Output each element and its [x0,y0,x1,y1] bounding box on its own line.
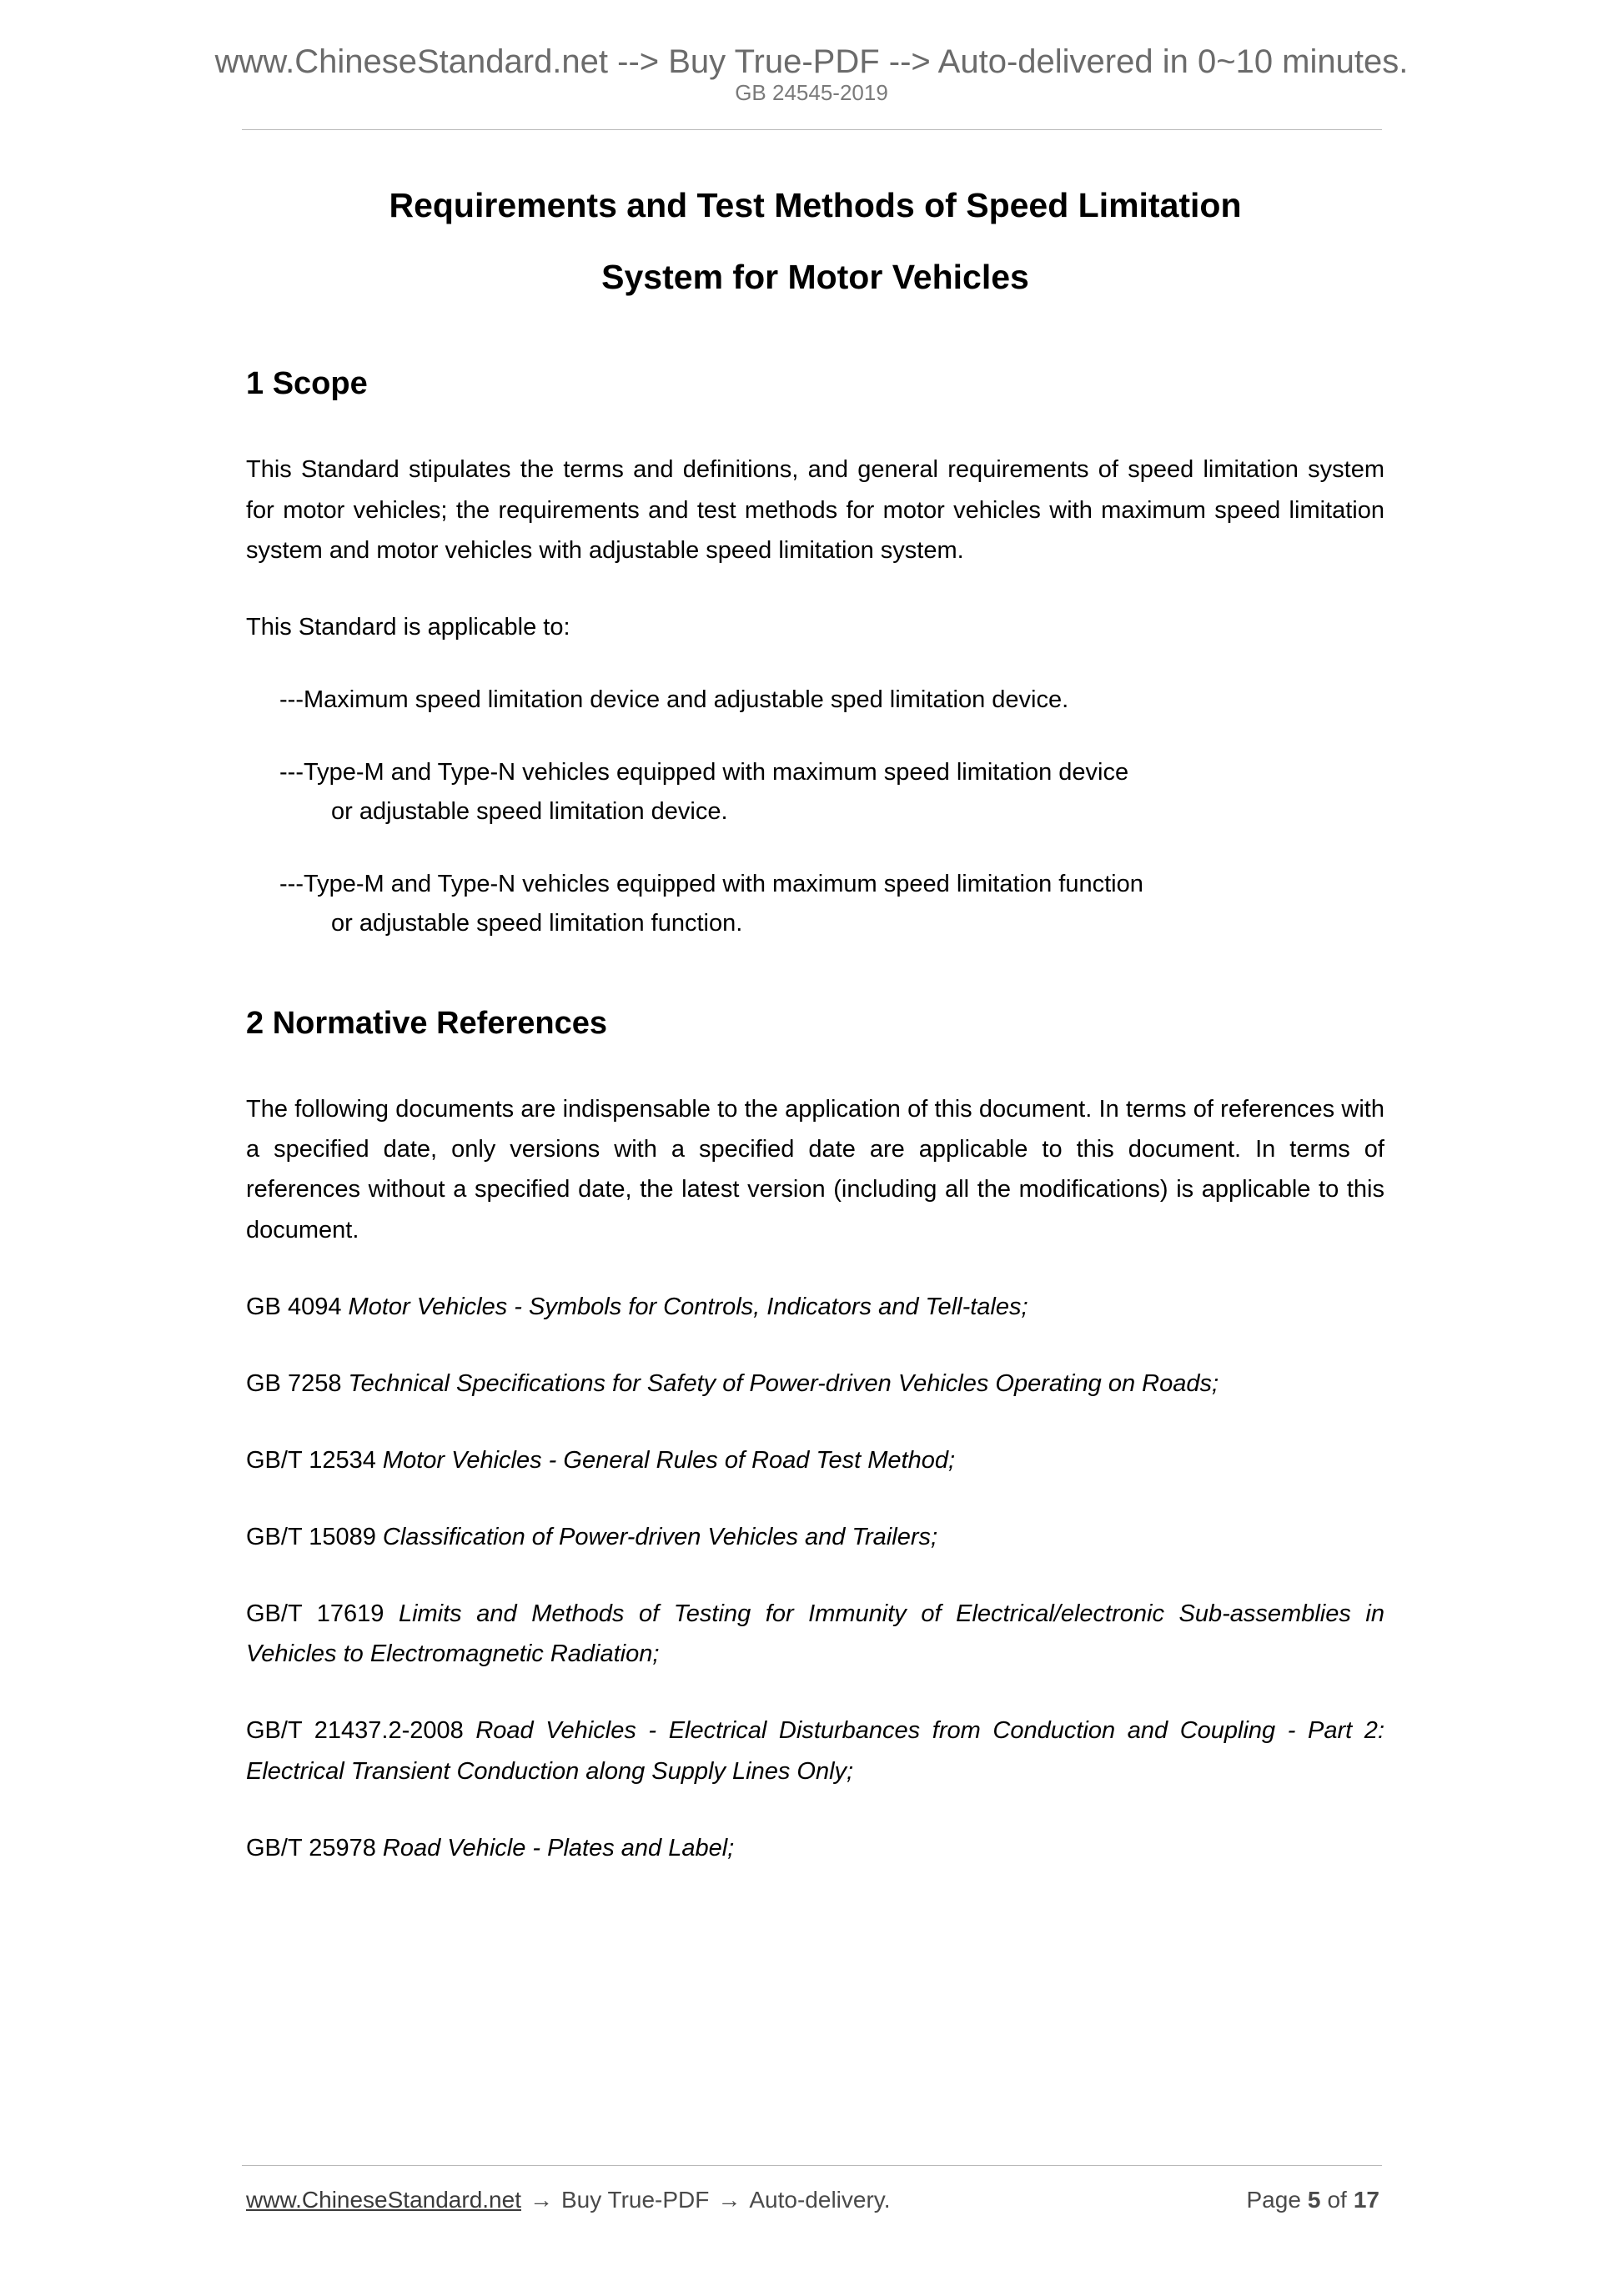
page-label: Page [1246,2187,1301,2213]
page-footer [246,2187,1384,2213]
reference-title: Limits and Methods of Testing for Immunity of Electrical/electronic Sub-assemblies in Vehicles to Electromagnetic Radiation; [246,1600,1384,1668]
scope-bullet-3-continuation: or adjustable speed limitation function. [331,909,743,937]
reference-code: GB 4094 [246,1293,349,1320]
reference-title: Motor Vehicles - Symbols for Controls, Indicators and Tell-tales; [348,1293,1028,1320]
reference-title: Technical Specifications for Safety of Power-driven Vehicles Operating on Roads; [348,1369,1219,1397]
normative-intro-paragraph: The following documents are indispensable to the application of this document. In terms of references with a specified date, only versions with a specified date are applicable to this document. In terms of references without a specified date, the latest version (including all the modifications) is applicable to this document. [246,1096,1384,1243]
scope-bullet-2 [246,753,1384,831]
footer-links [246,2187,1247,2213]
reference-title: Classification of Power-driven Vehicles and Trailers; [382,1524,938,1551]
reference-title: Motor Vehicles - General Rules of Road Test Method; [382,1446,956,1474]
reference-title: Road Vehicle - Plates and Label; [382,1834,735,1861]
footer-delivery-label: Auto-delivery. [749,2187,891,2213]
footer-site-link[interactable]: www.ChineseStandard.net [246,2187,521,2213]
reference-item [246,1711,1384,1791]
standard-code: GB 24545-2019 [735,80,888,105]
scope-paragraph-1: This Standard stipulates the terms and definitions, and general requirements of speed limitation system for motor vehicles; the requirements and test methods for motor vehicles with maximum speed limitation system and motor vehicles with adjustable speed limitation system. [246,456,1384,564]
scope-bullet-3-text: ---Type-M and Type-N vehicles equipped with maximum speed limitation function [279,870,1143,897]
reference-code: GB/T 25978 [246,1834,383,1861]
arrow-icon: → [717,2187,741,2213]
reference-item [246,1440,1384,1480]
footer-divider [242,2165,1382,2166]
page-title-line2: System for Motor Vehicles [601,257,1029,296]
reference-item [246,1594,1384,1674]
document-body [246,179,1384,1868]
section-heading-normative-references: 2 Normative References [246,1005,607,1041]
reference-code: GB 7258 [246,1369,349,1397]
reference-code: GB/T 15089 [246,1524,383,1551]
page-of-label: of [1327,2187,1347,2213]
scope-bullet-1 [246,681,1384,720]
reference-title: Road Vehicles - Electrical Disturbances from Conduction and Coupling - Part 2: Electrical Transient Conduction along Supply Lines Only; [246,1717,1384,1785]
page-indicator [1247,2187,1385,2213]
scope-bullet-1-text: ---Maximum speed limitation device and adjustable sped limitation device. [279,686,1069,713]
reference-item [246,1287,1384,1327]
reference-item [246,1828,1384,1868]
reference-code: GB/T 21437.2-2008 [246,1717,476,1745]
page-number: 5 [1307,2187,1321,2213]
reference-item [246,1364,1384,1404]
section-heading-scope: 1 Scope [246,366,368,402]
arrow-icon: → [529,2187,553,2213]
footer-buy-label[interactable]: Buy True-PDF [560,2187,710,2213]
scope-paragraph-2: This Standard is applicable to: [246,613,570,641]
scope-bullet-2-text: ---Type-M and Type-N vehicles equipped with maximum speed limitation device [279,758,1129,786]
reference-item [246,1517,1384,1557]
reference-code: GB/T 12534 [246,1446,383,1474]
page-title [246,179,1384,304]
scope-bullet-3 [246,865,1384,943]
reference-code: GB/T 17619 [246,1600,399,1628]
watermark-banner: www.ChineseStandard.net --> Buy True-PDF --> Auto-delivered in 0~10 minutes. [214,43,1409,80]
header-divider [242,129,1382,130]
scope-bullet-2-continuation: or adjustable speed limitation device. [331,797,728,825]
page-total: 17 [1353,2187,1379,2213]
page-title-line1: Requirements and Test Methods of Speed Limitation [389,186,1242,224]
